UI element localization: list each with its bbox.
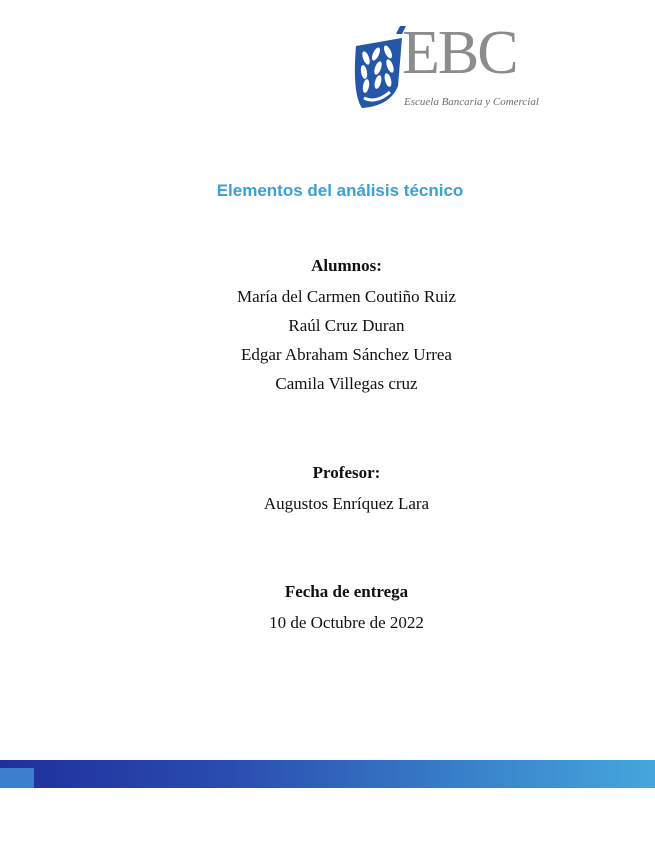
students-section [0,256,655,398]
document-title: Elementos del análisis técnico [216,181,464,200]
footer-tab [0,768,34,788]
ebc-shield-icon [350,24,410,114]
professor-heading: Profesor: [312,463,381,482]
logo-subtitle: Escuela Bancaria y Comercial [404,96,539,108]
footer-band [0,760,655,788]
professor-name: Augustos Enríquez Lara [263,494,430,513]
ebc-logo [350,19,550,114]
due-date-value: 10 de Octubre de 2022 [269,613,424,632]
student-name: Camila Villegas cruz [275,374,418,393]
student-name: Raúl Cruz Duran [288,316,405,335]
due-date-heading: Fecha de entrega [284,582,409,601]
student-name: María del Carmen Coutiño Ruiz [236,287,457,306]
students-heading: Alumnos: [311,256,382,275]
professor-section [0,463,655,518]
logo-wordmark: EBC [402,19,517,87]
student-name: Edgar Abraham Sánchez Urrea [241,345,452,364]
due-date-section [0,582,655,637]
